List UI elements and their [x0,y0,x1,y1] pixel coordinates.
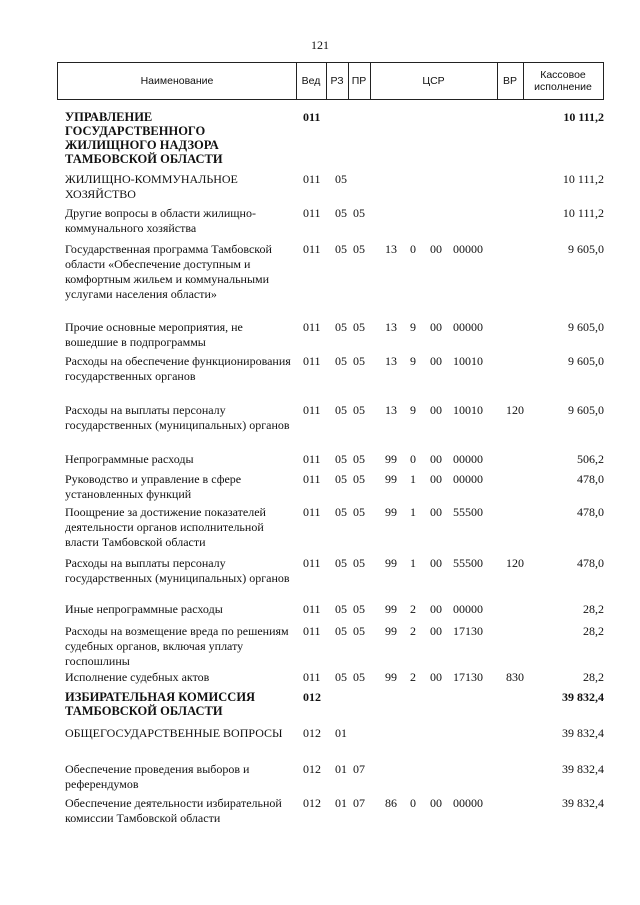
row-pr: 05 [353,602,365,616]
row-name: Поощрение за достижение показателей деятельности органов исполнительной власти Тамбовской области [65,505,266,549]
row-rz: 05 [335,320,347,334]
row-ved: 011 [303,452,321,466]
row-amount: 9 605,0 [568,354,604,368]
row-pr: 07 [353,796,365,810]
row-amount: 28,2 [583,670,604,684]
row-rz: 05 [335,242,347,256]
row-c4: 00000 [453,320,483,334]
row-rz: 05 [335,452,347,466]
row-amount: 9 605,0 [568,403,604,417]
row-rz: 05 [335,670,347,684]
row-c1: 13 [385,403,397,417]
row-c1: 99 [385,505,397,519]
row-c4: 55500 [453,556,483,570]
row-amount: 39 832,4 [562,796,604,810]
row-rz: 05 [335,403,347,417]
row-amount: 28,2 [583,624,604,638]
row-c4: 00000 [453,602,483,616]
row-c4: 00000 [453,242,483,256]
row-name: Прочие основные мероприятия, не вошедшие в подпрограммы [65,320,243,349]
row-amount: 506,2 [577,452,604,466]
row-c4: 10010 [453,403,483,417]
row-c4: 17130 [453,624,483,638]
header-rz: РЗ [326,63,349,99]
row-vr: 120 [506,556,524,570]
row-c4: 55500 [453,505,483,519]
row-name: Расходы на выплаты персоналу государственных (муниципальных) органов [65,403,290,432]
row-c3: 00 [430,796,442,810]
row-rz: 05 [335,556,347,570]
row-ved: 011 [303,172,321,186]
row-c4: 10010 [453,354,483,368]
row-c2: 1 [410,505,416,519]
header-vr: ВР [497,63,524,99]
row-pr: 05 [353,206,365,220]
row-ved: 012 [303,690,321,704]
row-ved: 012 [303,762,321,776]
row-ved: 012 [303,796,321,810]
row-c2: 1 [410,556,416,570]
row-name: Исполнение судебных актов [65,670,210,684]
row-ved: 011 [303,320,321,334]
row-c3: 00 [430,624,442,638]
row-pr: 05 [353,320,365,334]
row-rz: 05 [335,472,347,486]
row-c3: 00 [430,556,442,570]
row-c3: 00 [430,472,442,486]
row-ved: 011 [303,556,321,570]
row-c1: 99 [385,624,397,638]
row-rz: 01 [335,762,347,776]
row-c1: 99 [385,556,397,570]
row-ved: 011 [303,354,321,368]
row-name: Другие вопросы в области жилищно-коммунального хозяйства [65,206,256,235]
row-c4: 00000 [453,472,483,486]
row-name: Расходы на выплаты персоналу государственных (муниципальных) органов [65,556,290,585]
row-c3: 00 [430,602,442,616]
row-ved: 011 [303,505,321,519]
row-amount: 10 111,2 [562,172,604,186]
row-rz: 05 [335,206,347,220]
row-c1: 13 [385,354,397,368]
row-pr: 05 [353,354,365,368]
row-amount: 39 832,4 [562,762,604,776]
row-rz: 05 [335,602,347,616]
row-name: ЖИЛИЩНО-КОММУНАЛЬНОЕ ХОЗЯЙСТВО [65,172,238,201]
row-pr: 05 [353,670,365,684]
row-name: Непрограммные расходы [65,452,194,466]
row-c1: 99 [385,472,397,486]
row-name: Обеспечение деятельности избирательной комиссии Тамбовской области [65,796,282,825]
row-vr: 830 [506,670,524,684]
row-ved: 011 [303,403,321,417]
row-c3: 00 [430,354,442,368]
row-c1: 13 [385,320,397,334]
row-ved: 011 [303,206,321,220]
row-name: Расходы на возмещение вреда по решениям судебных органов, включая уплату госпошлины [65,624,289,668]
row-pr: 05 [353,403,365,417]
row-name: Иные непрограммные расходы [65,602,223,616]
row-c1: 13 [385,242,397,256]
row-rz: 01 [335,796,347,810]
row-ved: 012 [303,726,321,740]
row-c1: 99 [385,670,397,684]
row-c2: 2 [410,624,416,638]
row-c4: 17130 [453,670,483,684]
row-ved: 011 [303,624,321,638]
header-csr: ЦСР [370,63,498,99]
row-c4: 00000 [453,796,483,810]
row-c1: 99 [385,452,397,466]
page-number: 121 [311,38,329,52]
row-name: Расходы на обеспечение функционирования государственных органов [65,354,291,383]
row-pr: 05 [353,472,365,486]
row-amount: 10 111,2 [563,110,604,124]
row-amount: 478,0 [577,556,604,570]
row-pr: 05 [353,452,365,466]
row-name: Обеспечение проведения выборов и референдумов [65,762,250,791]
row-amount: 39 832,4 [562,726,604,740]
row-rz: 05 [335,624,347,638]
row-ved: 011 [303,602,321,616]
row-c2: 9 [410,320,416,334]
row-c3: 00 [430,452,442,466]
row-c2: 1 [410,472,416,486]
row-name: Государственная программа Тамбовской области «Обеспечение доступным и комфортным жильем и коммунальными услугами населения области» [65,242,272,301]
row-amount: 39 832,4 [562,690,604,704]
row-ved: 011 [303,670,321,684]
row-amount: 28,2 [583,602,604,616]
row-c2: 2 [410,670,416,684]
row-c3: 00 [430,670,442,684]
row-pr: 05 [353,624,365,638]
row-amount: 478,0 [577,472,604,486]
table-header [57,62,604,100]
row-c2: 2 [410,602,416,616]
row-amount: 10 111,2 [562,206,604,220]
row-c3: 00 [430,320,442,334]
row-rz: 05 [335,172,347,186]
row-rz: 01 [335,726,347,740]
header-ved: Вед [296,63,327,99]
row-name: ИЗБИРАТЕЛЬНАЯ КОМИССИЯ ТАМБОВСКОЙ ОБЛАСТИ [65,690,256,718]
row-c2: 0 [410,242,416,256]
row-name: ОБЩЕГОСУДАРСТВЕННЫЕ ВОПРОСЫ [65,726,283,740]
row-rz: 05 [335,354,347,368]
row-c3: 00 [430,403,442,417]
row-ved: 011 [303,242,321,256]
row-c2: 0 [410,796,416,810]
header-pr: ПР [348,63,371,99]
row-rz: 05 [335,505,347,519]
row-c2: 9 [410,354,416,368]
row-amount: 478,0 [577,505,604,519]
row-c4: 00000 [453,452,483,466]
row-pr: 05 [353,505,365,519]
row-c1: 99 [385,602,397,616]
row-pr: 05 [353,556,365,570]
row-pr: 05 [353,242,365,256]
row-name: Руководство и управление в сфере установленных функций [65,472,242,501]
row-c1: 86 [385,796,397,810]
row-ved: 011 [303,110,321,124]
row-ved: 011 [303,472,321,486]
header-name: Наименование [58,63,297,99]
row-amount: 9 605,0 [568,320,604,334]
row-name: УПРАВЛЕНИЕ ГОСУДАРСТВЕННОГО ЖИЛИЩНОГО НАДЗОРА ТАМБОВСКОЙ ОБЛАСТИ [65,110,223,166]
row-c2: 9 [410,403,416,417]
row-amount: 9 605,0 [568,242,604,256]
row-vr: 120 [506,403,524,417]
header-amount: Кассовое исполнение [534,69,592,93]
row-c3: 00 [430,505,442,519]
row-c2: 0 [410,452,416,466]
row-c3: 00 [430,242,442,256]
row-pr: 07 [353,762,365,776]
